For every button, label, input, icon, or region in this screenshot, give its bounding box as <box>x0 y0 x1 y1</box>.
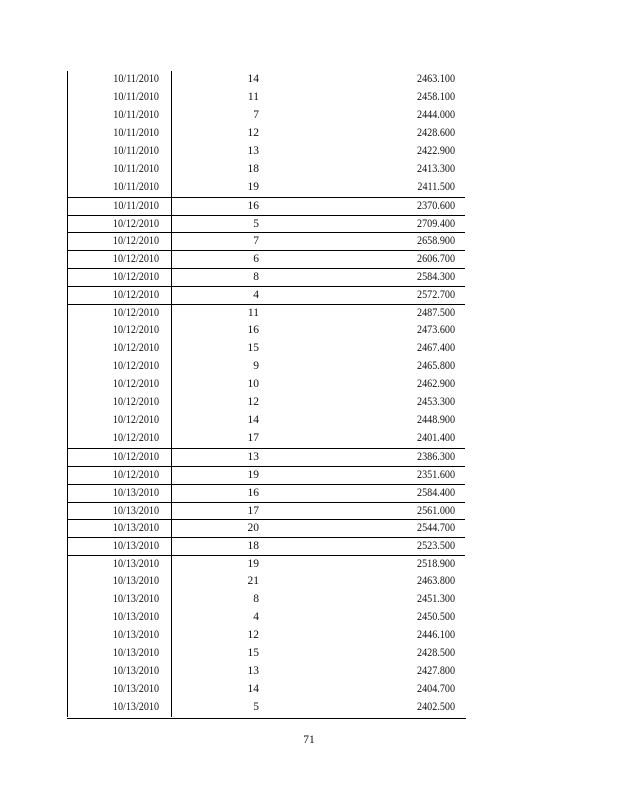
table-row <box>67 232 465 250</box>
value-cell: 2411.500 <box>417 180 455 193</box>
count-cell: 14 <box>247 682 259 695</box>
date-cell: 10/13/2010 <box>112 611 159 624</box>
table-row <box>67 573 465 591</box>
date-cell: 10/13/2010 <box>112 522 159 535</box>
table-row <box>67 161 465 179</box>
date-cell: 10/12/2010 <box>112 253 159 266</box>
date-cell: 10/12/2010 <box>112 360 159 372</box>
table-row <box>67 215 465 233</box>
count-cell: 17 <box>247 504 259 517</box>
table-row <box>67 197 465 215</box>
date-cell: 10/11/2010 <box>113 180 159 193</box>
value-cell: 2487.500 <box>417 307 455 320</box>
date-cell: 10/12/2010 <box>112 289 159 302</box>
date-cell: 10/11/2010 <box>113 90 159 103</box>
table-row <box>67 340 465 358</box>
count-cell: 10 <box>247 377 259 390</box>
count-cell: 19 <box>247 558 259 571</box>
date-cell: 10/13/2010 <box>112 558 159 571</box>
count-cell: 11 <box>247 307 259 320</box>
date-cell: 10/13/2010 <box>112 682 159 695</box>
table-row <box>67 107 465 125</box>
count-cell: 5 <box>253 217 259 230</box>
table-row <box>67 591 465 609</box>
count-cell: 16 <box>247 199 259 212</box>
value-cell: 2658.900 <box>417 235 455 248</box>
count-cell: 20 <box>247 522 259 535</box>
value-cell: 2572.700 <box>417 289 455 302</box>
table-row <box>67 376 465 394</box>
value-cell: 2465.800 <box>417 360 455 372</box>
date-cell: 10/13/2010 <box>112 647 159 659</box>
date-cell: 10/12/2010 <box>112 450 159 463</box>
table-row <box>67 645 465 663</box>
table-row <box>67 89 465 107</box>
table-row <box>67 627 465 645</box>
value-cell: 2462.900 <box>417 377 455 390</box>
table-row <box>67 502 465 520</box>
date-cell: 10/13/2010 <box>112 504 159 517</box>
count-cell: 8 <box>253 593 259 606</box>
count-cell: 18 <box>247 162 259 175</box>
count-cell: 13 <box>247 450 259 463</box>
table-row <box>67 484 465 502</box>
value-cell: 2709.400 <box>417 217 455 230</box>
table-row <box>67 125 465 143</box>
table-row <box>67 681 465 699</box>
date-cell: 10/12/2010 <box>112 235 159 248</box>
value-cell: 2402.500 <box>417 700 455 713</box>
date-cell: 10/11/2010 <box>113 108 159 121</box>
date-cell: 10/11/2010 <box>113 73 159 85</box>
count-cell: 16 <box>247 324 259 337</box>
count-cell: 12 <box>247 395 259 408</box>
date-cell: 10/12/2010 <box>112 307 159 320</box>
page-number: 71 <box>303 734 315 746</box>
date-cell: 10/12/2010 <box>112 324 159 337</box>
date-cell: 10/12/2010 <box>112 342 159 355</box>
date-cell: 10/11/2010 <box>113 126 159 139</box>
count-cell: 19 <box>247 468 259 481</box>
table-row <box>67 555 465 573</box>
table-row <box>67 322 465 340</box>
count-cell: 18 <box>247 540 259 553</box>
count-cell: 7 <box>253 235 259 248</box>
value-cell: 2458.100 <box>417 90 455 103</box>
count-cell: 9 <box>253 360 259 372</box>
count-cell: 13 <box>247 144 259 157</box>
count-cell: 15 <box>247 647 259 659</box>
date-cell: 10/11/2010 <box>113 162 159 175</box>
count-cell: 15 <box>247 342 259 355</box>
table-row <box>67 699 465 717</box>
count-cell: 19 <box>247 180 259 193</box>
count-cell: 5 <box>253 700 259 713</box>
table-row <box>67 268 465 286</box>
date-cell: 10/12/2010 <box>112 395 159 408</box>
table-row <box>67 609 465 627</box>
value-cell: 2401.400 <box>417 431 455 444</box>
table-row <box>67 71 465 89</box>
value-cell: 2473.600 <box>417 324 455 337</box>
value-cell: 2404.700 <box>417 682 455 695</box>
date-cell: 10/13/2010 <box>112 664 159 677</box>
value-cell: 2451.300 <box>417 593 455 606</box>
table-row <box>67 466 465 484</box>
count-cell: 14 <box>247 73 259 85</box>
date-cell: 10/12/2010 <box>112 271 159 284</box>
value-cell: 2518.900 <box>417 558 455 571</box>
date-cell: 10/12/2010 <box>112 413 159 426</box>
count-cell: 6 <box>253 253 259 266</box>
value-cell: 2463.100 <box>417 73 455 85</box>
date-cell: 10/13/2010 <box>112 593 159 606</box>
value-cell: 2561.000 <box>417 504 455 517</box>
table-row <box>67 412 465 430</box>
table-row <box>67 448 465 466</box>
value-cell: 2386.300 <box>417 450 455 463</box>
count-cell: 14 <box>247 413 259 426</box>
value-cell: 2584.400 <box>417 486 455 499</box>
value-cell: 2428.500 <box>417 647 455 659</box>
count-cell: 11 <box>247 90 259 103</box>
count-cell: 8 <box>253 271 259 284</box>
value-cell: 2463.800 <box>417 575 455 588</box>
table-row <box>67 143 465 161</box>
count-cell: 17 <box>247 431 259 444</box>
date-cell: 10/13/2010 <box>112 700 159 713</box>
value-cell: 2413.300 <box>417 162 455 175</box>
table-row <box>67 250 465 268</box>
date-cell: 10/11/2010 <box>113 199 159 212</box>
date-cell: 10/12/2010 <box>112 377 159 390</box>
date-cell: 10/13/2010 <box>112 575 159 588</box>
table-row <box>67 304 465 322</box>
table-bottom-border <box>67 718 466 719</box>
value-cell: 2448.900 <box>417 413 455 426</box>
date-cell: 10/13/2010 <box>112 629 159 642</box>
value-cell: 2370.600 <box>417 199 455 212</box>
count-cell: 4 <box>253 611 259 624</box>
count-cell: 4 <box>253 289 259 302</box>
value-cell: 2467.400 <box>417 342 455 355</box>
value-cell: 2428.600 <box>417 126 455 139</box>
count-cell: 16 <box>247 486 259 499</box>
table-row <box>67 358 465 376</box>
date-cell: 10/12/2010 <box>112 468 159 481</box>
value-cell: 2446.100 <box>417 629 455 642</box>
data-table <box>67 71 465 717</box>
value-cell: 2544.700 <box>417 522 455 535</box>
table-row <box>67 286 465 304</box>
count-cell: 12 <box>247 629 259 642</box>
value-cell: 2450.500 <box>417 611 455 624</box>
table-row <box>67 394 465 412</box>
date-cell: 10/13/2010 <box>112 486 159 499</box>
count-cell: 13 <box>247 664 259 677</box>
table-row <box>67 519 465 537</box>
date-cell: 10/12/2010 <box>112 431 159 444</box>
value-cell: 2453.300 <box>417 395 455 408</box>
date-cell: 10/13/2010 <box>112 540 159 553</box>
count-cell: 21 <box>247 575 259 588</box>
count-cell: 12 <box>247 126 259 139</box>
date-cell: 10/11/2010 <box>113 144 159 157</box>
value-cell: 2606.700 <box>417 253 455 266</box>
value-cell: 2523.500 <box>417 540 455 553</box>
table-row <box>67 430 465 448</box>
value-cell: 2427.800 <box>417 664 455 677</box>
table-row <box>67 179 465 197</box>
value-cell: 2584.300 <box>417 271 455 284</box>
value-cell: 2422.900 <box>417 144 455 157</box>
table-row <box>67 537 465 555</box>
table-row <box>67 663 465 681</box>
count-cell: 7 <box>253 108 259 121</box>
value-cell: 2444.000 <box>417 108 455 121</box>
date-cell: 10/12/2010 <box>112 217 159 230</box>
value-cell: 2351.600 <box>417 468 455 481</box>
